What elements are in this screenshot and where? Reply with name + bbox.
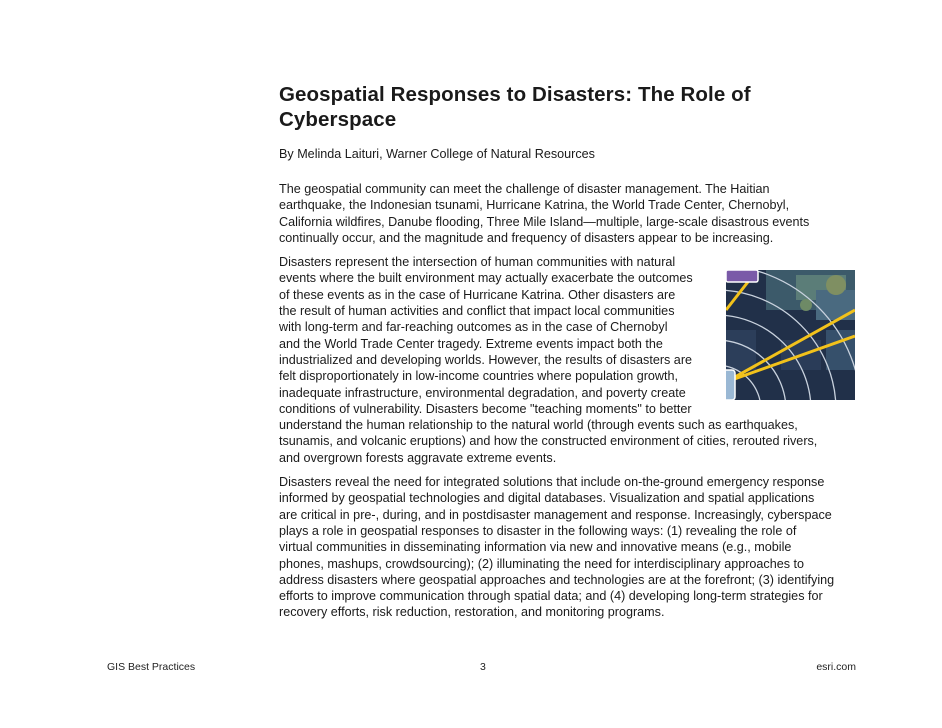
text-line: continually occur, and the magnitude and frequency of disasters appear to be increasing. xyxy=(279,230,774,245)
text-line: California wildfires, Danube flooding, Three Mile Island—multiple, large-scale disastrous events xyxy=(279,214,810,229)
text-line: phones, mashups, crowdsourcing); (2) illuminating the need for interdisciplinary approaches to xyxy=(279,556,805,571)
text-line: tsunamis, and volcanic eruptions) and how the constructed environment of cities, rerouted rivers, xyxy=(279,434,818,449)
byline: By Melinda Laituri, Warner College of Natural Resources xyxy=(279,147,595,161)
paragraph-solutions xyxy=(279,474,851,621)
text-line: recovery efforts, risk reduction, restoration, and monitoring programs. xyxy=(279,605,665,620)
text-line: and the World Trade Center tragedy. Extreme events impact both the xyxy=(279,336,663,351)
text-line: are critical in pre-, during, and in postdisaster management and response. Increasingly, cyberspace xyxy=(279,507,832,522)
text-line: Disasters reveal the need for integrated solutions that include on-the-ground emergency response xyxy=(279,475,825,490)
text-line: inadequate infrastructure, environmental degradation, and poverty create xyxy=(279,385,686,400)
page-number: 3 xyxy=(480,661,486,673)
text-line: the result of human activities and conflict that impact local communities xyxy=(279,304,675,319)
text-line: with long-term and far-reaching outcomes as in the case of Chernobyl xyxy=(279,320,668,335)
text-line: industrialized and developing worlds. However, the results of disasters are xyxy=(279,352,693,367)
text-line: plays a role in geospatial responses to disaster in the following ways: (1) revealing the role of xyxy=(279,523,797,538)
text-line: of these events as in the case of Hurricane Katrina. Other disasters are xyxy=(279,287,676,302)
title-line: Cyberspace xyxy=(279,108,397,131)
text-line: address disasters where geospatial approaches and technologies are at the forefront; (3) identifying xyxy=(279,572,835,587)
text-line: informed by geospatial technologies and digital databases. Visualization and spatial applications xyxy=(279,491,815,506)
footer-website: esri.com xyxy=(816,661,856,673)
footer-publication: GIS Best Practices xyxy=(107,661,196,673)
article-title xyxy=(279,82,851,132)
decorative-map-image xyxy=(726,270,855,400)
text-line: virtual communities in disseminating information via new and innovative means (e.g., mobile xyxy=(279,540,792,555)
map-illustration xyxy=(726,270,855,400)
text-line: understand the human relationship to the natural world (through events such as earthquakes, xyxy=(279,418,798,433)
paragraph-intro xyxy=(279,181,851,246)
text-line: conditions of vulnerability. Disasters become "teaching moments" to better xyxy=(279,401,692,416)
text-line: Disasters represent the intersection of human communities with natural xyxy=(279,255,676,270)
text-line: and overgrown forests aggravate extreme events. xyxy=(279,450,557,465)
text-line: The geospatial community can meet the challenge of disaster management. The Haitian xyxy=(279,182,770,196)
text-line: events where the built environment may actually exacerbate the outcomes xyxy=(279,271,693,286)
text-line: efforts to improve communication through spatial data; and (4) developing long-term strategies for xyxy=(279,589,823,604)
text-line: earthquake, the Indonesian tsunami, Hurricane Katrina, the World Trade Center, Chernobyl, xyxy=(279,198,790,213)
title-line: Geospatial Responses to Disasters: The Role of xyxy=(279,83,751,106)
text-line: felt disproportionately in low-income countries where population growth, xyxy=(279,369,679,384)
